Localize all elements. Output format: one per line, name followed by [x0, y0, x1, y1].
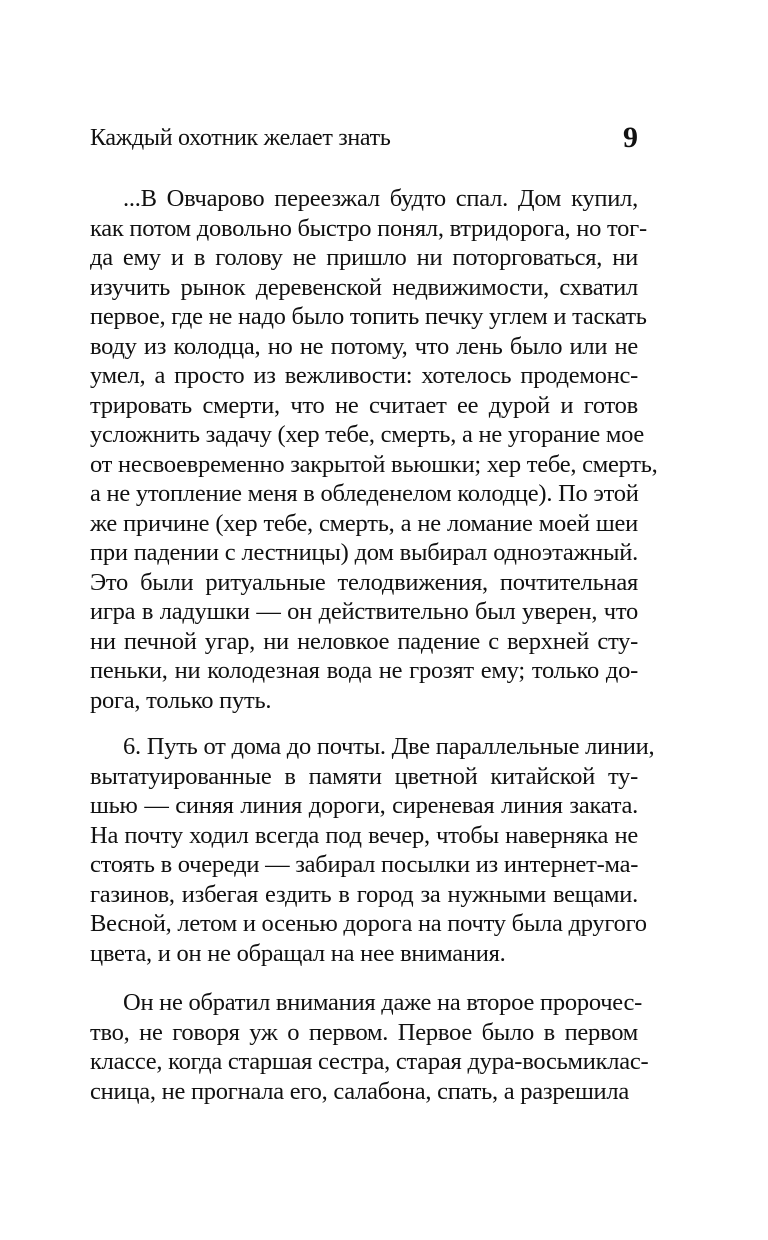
- text-line: трировать смерти, что не считает ее дурой и готов: [90, 391, 638, 419]
- running-title: Каждый охотник желает знать: [90, 125, 391, 151]
- text-line: игра в ладушки — он действительно был уверен, что: [90, 598, 638, 625]
- paragraph: [90, 988, 649, 1106]
- text-line: же причине (хер тебе, смерть, а не ломание моей шеи: [90, 509, 638, 537]
- text-line: цвета, и он не обращал на нее внимания.: [90, 939, 506, 967]
- text-line: воду из колодца, но не потому, что лень было или не: [90, 332, 638, 360]
- text-line: изучить рынок деревенской недвижимости, схватил: [90, 273, 638, 301]
- text-line: Он не обратил внимания даже на второе пророчес-: [123, 989, 643, 1016]
- text-line: вытатуированные в памяти цветной китайской ту-: [90, 762, 638, 790]
- text-line: ни печной угар, ни неловкое падение с верхней сту-: [90, 627, 638, 655]
- text-line: умел, а просто из вежливости: хотелось продемонс-: [90, 362, 638, 389]
- text-line: ...В Овчарово переезжал будто спал. Дом купил,: [123, 185, 638, 212]
- text-line: Весной, летом и осенью дорога на почту была другого: [90, 910, 647, 937]
- text-line: 6. Путь от дома до почты. Две параллельные линии,: [123, 733, 655, 760]
- text-line: пеньки, ни колодезная вода не грозят ему; только до-: [90, 657, 638, 684]
- text-line: сница, не прогнала его, салабона, спать, а разрешила: [90, 1077, 630, 1105]
- text-line: первое, где не надо было топить печку углем и таскать: [90, 303, 647, 330]
- text-line: как потом довольно быстро понял, втридорога, но тог-: [90, 214, 647, 242]
- text-line: На почту ходил всегда под вечер, чтобы наверняка не: [90, 821, 638, 849]
- page-number: 9: [623, 121, 638, 154]
- text-line: усложнить задачу (хер тебе, смерть, а не угорание мое: [90, 421, 645, 448]
- paragraph: [90, 184, 658, 715]
- text-line: классе, когда старшая сестра, старая дура-восьмиклас-: [90, 1048, 649, 1075]
- paragraph: [90, 732, 655, 968]
- text-line: рога, только путь.: [90, 686, 272, 714]
- text-line: при падении с лестницы) дом выбирал одноэтажный.: [90, 539, 638, 566]
- text-line: от несвоевременно закрытой вьюшки; хер тебе, смерть,: [90, 450, 658, 478]
- text-line: Это были ритуальные телодвижения, почтительная: [90, 568, 638, 596]
- text-line: тво, не говоря уж о первом. Первое было в первом: [90, 1018, 638, 1046]
- text-line: а не утопление меня в обледенелом колодце). По этой: [90, 480, 639, 507]
- text-line: стоять в очереди — забирал посылки из интернет-ма-: [90, 851, 639, 878]
- text-line: газинов, избегая ездить в город за нужными вещами.: [90, 880, 638, 908]
- text-line: шью — синяя линия дороги, сиреневая линия заката.: [90, 792, 638, 819]
- text-line: да ему и в голову не пришло ни поторговаться, ни: [90, 244, 638, 271]
- running-header: [90, 122, 638, 158]
